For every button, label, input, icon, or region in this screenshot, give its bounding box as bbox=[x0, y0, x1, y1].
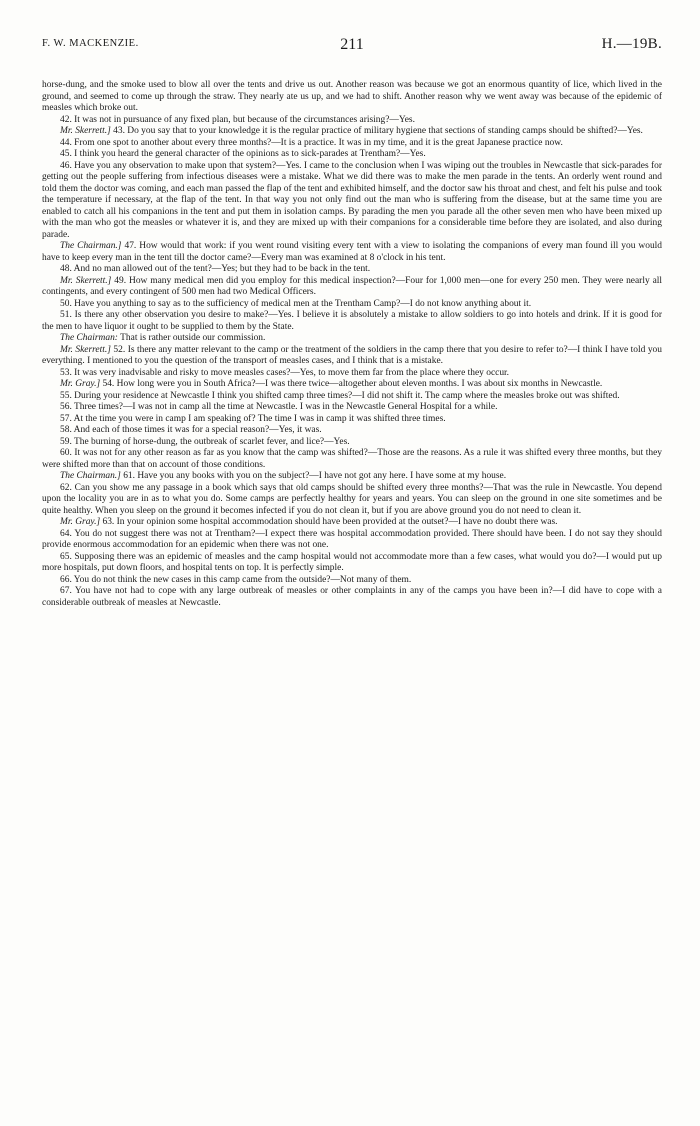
paragraph-p54 bbox=[42, 379, 662, 391]
speaker-label: Mr. Skerrett.] bbox=[60, 126, 111, 136]
paragraph-p47 bbox=[42, 241, 662, 264]
document-body bbox=[42, 80, 662, 609]
paragraph-text: 57. At the time you were in camp I am speaking of? The time I was in camp it was shifted three times. bbox=[60, 413, 446, 424]
paragraph-p45 bbox=[42, 149, 662, 161]
paragraph-p55 bbox=[42, 391, 662, 403]
paragraph-text: 49. How many medical men did you employ for this medical inspection?—Four for 1,000 men—one for every 250 men. They were nearly all contingents, and every contingent of 500 men had two Medical Officers. bbox=[42, 275, 663, 297]
speaker-label: Mr. Gray.] bbox=[60, 517, 101, 527]
paragraph-text: That is rather outside our commission. bbox=[120, 333, 266, 343]
speaker-label: Mr. Gray.] bbox=[60, 379, 101, 389]
paragraph-p60 bbox=[42, 448, 662, 471]
speaker-label: Mr. Skerrett.] bbox=[60, 275, 112, 286]
paragraph-text: 61. Have you any books with you on the subject?—I have not got any here. I have some at my house. bbox=[123, 471, 507, 481]
paragraph-text: 55. During your residence at Newcastle I think you shifted camp three times?—I did not shift it. The camp where the measles broke out was shifted. bbox=[60, 390, 620, 401]
paragraph-p43 bbox=[42, 126, 662, 138]
paragraph-p42 bbox=[42, 115, 662, 127]
speaker-label: Mr. Skerrett.] bbox=[60, 344, 111, 355]
paragraph-text: 47. How would that work: if you went round visiting every tent with a view to isolating the companions of every man found ill you would have to keep every man in the tent till the doctor came?—Every man was examined at 8 o'clock in his tent. bbox=[42, 241, 662, 263]
paragraph-p67 bbox=[42, 586, 662, 609]
paragraph-p49 bbox=[42, 276, 662, 299]
paragraph-text: 63. In your opinion some hospital accommodation should have been provided at the outset?—I have no doubt there was. bbox=[102, 517, 558, 527]
paragraph-text: 53. It was very inadvisable and risky to move measles cases?—Yes, to move them far from the place where they occur. bbox=[60, 367, 510, 378]
paragraph-p56 bbox=[42, 402, 662, 414]
paragraph-pc bbox=[42, 333, 662, 345]
paragraph-text: 44. From one spot to another about every three months?—It is a practice. It was in my time, and it is the great Japanese practice now. bbox=[60, 137, 563, 148]
paragraph-text: 48. And no man allowed out of the tent?—Yes; but they had to be back in the tent. bbox=[60, 264, 371, 274]
paragraph-text: 43. Do you say that to your knowledge it is the regular practice of military hygiene that sections of standing camps should be shifted?—Yes. bbox=[113, 126, 643, 136]
speaker-label: The Chairman: bbox=[60, 333, 118, 343]
page-header bbox=[42, 36, 662, 58]
page-number: 211 bbox=[340, 36, 364, 53]
paragraph-p44 bbox=[42, 138, 662, 150]
speaker-label: The Chairman.] bbox=[60, 241, 122, 251]
paragraph-text: 54. How long were you in South Africa?—I was there twice—altogether about eleven months. I was about six months in Newcastle. bbox=[102, 379, 603, 389]
paragraph-text: 56. Three times?—I was not in camp all the time at Newcastle. I was in the Newcastle General Hospital for a while. bbox=[60, 402, 498, 412]
paragraph-text: 62. Can you show me any passage in a book which says that old camps should be shifted every three months?—That was the rule in Newcastle. You depend upon the locality you are in as to what you do. Some camps are perfectly healthy for years and years. You can sleep on the ground in one site sometimes and be quite healthy. When you sleep on the ground it becomes infected if you do not clean it, but if you are above ground you do not need to clean it. bbox=[42, 482, 662, 516]
paragraph-text: 65. Supposing there was an epidemic of measles and the camp hospital would not accommodate more than a few cases, what would you do?—I would put up more hospitals, put down floors, and hospital tents on top. It is perfectly simple. bbox=[42, 551, 662, 573]
paragraph-text: 60. It was not for any other reason as far as you know that the camp was shifted?—Those are the reasons. As a rule it was shifted every three months, but they were shifted more than that on account of those conditions. bbox=[42, 448, 662, 470]
paragraph-p66 bbox=[42, 575, 662, 587]
paragraph-text: 66. You do not think the new cases in this camp came from the outside?—Not many of them. bbox=[60, 574, 412, 585]
paragraph-p57 bbox=[42, 414, 662, 426]
paragraph-text: 58. And each of those times it was for a special reason?—Yes, it was. bbox=[60, 425, 322, 435]
paragraph-text: 42. It was not in pursuance of any fixed plan, but because of the circumstances arising?—Yes. bbox=[60, 114, 415, 125]
paragraph-p46 bbox=[42, 161, 662, 242]
paragraph-text: 64. You do not suggest there was not at Trentham?—I expect there was hospital accommodation provided. There should have been. I do not say they should provide enormous accommodation for an epidemic when there was not one. bbox=[42, 528, 662, 550]
paragraph-p52 bbox=[42, 345, 662, 368]
paragraph-text: 46. Have you any observation to make upon that system?—Yes. I came to the conclusion when I was wiping out the troubles in Newcastle that sick-parades for getting out the people suffering from infectious diseases were a mistake. What we did there was to make the men parade in the tents. An orderly went round and told them the doctor was coming, and each man passed the flap of the tent and exhibited himself, and the doctor saw his throat and chest, and felt his pulse and took the temperature if necessary, at the flap of the tent. In that way you not only find out the man who is suffering from the disease, but at the same time you are enabled to catch all his companions in the tent and put them in isolation camps. By parading the men you parade all the other seven men who have been mixed up with the man who got the measles or whatever it is, and they are mixed up with their companions for a considerable time before they are isolated, and also during parade. bbox=[42, 160, 662, 240]
paragraph-p65 bbox=[42, 552, 662, 575]
paragraph-text: horse-dung, and the smoke used to blow all over the tents and drive us out. Another reason was because we got an enormous quantity of lice, which lived in the ground, and seemed to come up through the straw. They nearly ate us up, and we had to shift. Another reason why we went away was because of the epidemic of measles which broke out. bbox=[42, 80, 662, 113]
paragraph-p50 bbox=[42, 299, 662, 311]
paragraph-p61 bbox=[42, 471, 662, 483]
paragraph-p62 bbox=[42, 483, 662, 518]
paragraph-text: 67. You have not had to cope with any large outbreak of measles or other complaints in any of the camps you have been in?—I did have to cope with a considerable outbreak of measles at Newcastle. bbox=[42, 586, 662, 608]
document-reference: H.—19B. bbox=[601, 36, 662, 52]
paragraph-p64 bbox=[42, 529, 662, 552]
paragraph-text: 50. Have you anything to say as to the sufficiency of medical men at the Trentham Camp?—I do not know anything about it. bbox=[60, 298, 532, 309]
paragraph-p0 bbox=[42, 80, 662, 115]
paragraph-p53 bbox=[42, 368, 662, 380]
paragraph-p51 bbox=[42, 310, 662, 333]
paragraph-p63 bbox=[42, 517, 662, 529]
speaker-label: The Chairman.] bbox=[60, 471, 121, 481]
header-witness-name: F. W. MACKENZIE. bbox=[42, 38, 139, 49]
paragraph-p48 bbox=[42, 264, 662, 276]
paragraph-p58 bbox=[42, 425, 662, 437]
paragraph-text: 51. Is there any other observation you desire to make?—Yes. I believe it is absolutely a mistake to allow soldiers to go into hotels and drink. If it is good for the men to have liquor it ought to be supplied to them by the State. bbox=[42, 310, 662, 332]
paragraph-p59 bbox=[42, 437, 662, 449]
paragraph-text: 45. I think you heard the general character of the opinions as to sick-parades at Trentham?—Yes. bbox=[60, 149, 426, 159]
paragraph-text: 59. The burning of horse-dung, the outbreak of scarlet fever, and lice?—Yes. bbox=[60, 436, 350, 447]
paragraph-text: 52. Is there any matter relevant to the camp or the treatment of the soldiers in the camp there that you desire to refer to?—I think I have told you everything. I mentioned to you the question of the transport of measles cases, and I think that is a mistake. bbox=[42, 344, 662, 366]
